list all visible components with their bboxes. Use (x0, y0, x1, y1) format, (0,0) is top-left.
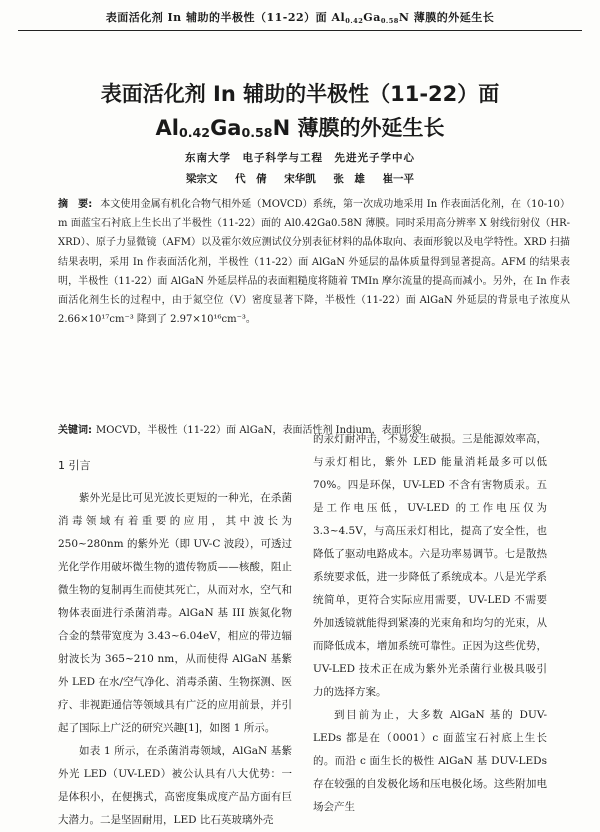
author: 代 倩 (235, 173, 267, 185)
author-list (0, 171, 600, 186)
affiliation: 东南大学 电子科学与工程 先进光子学中心 (185, 152, 415, 164)
abstract (58, 195, 570, 329)
author: 崔一平 (382, 173, 415, 185)
left-column (58, 434, 292, 832)
paper-title-line2: $Al_{0.42}Ga_{0.58}N$ 薄膜的外延生长 (155, 116, 445, 140)
author: 宋华凯 (284, 173, 316, 185)
keywords-label: 关键词: (58, 425, 92, 436)
running-header: 表面活化剂 In 辅助的半极性（11-22）面 $Al_{0.42}Ga_{0.58}N$ 薄膜的外延生长 (18, 6, 582, 31)
body-paragraph: 紫外光是比可见光波长更短的一种光，在杀菌消毒领域有着重要的应用，其中波长为 250~280nm 的紫外光（即 UV-C 波段），可透过光化学作用破坏微生物的遗传物质——核酸，阻止微生物的复制再生而使其死亡，从而对水，空气和物体表面进行杀菌消毒。AlGaN 基 III 族氮化物合金的禁带宽度为 3.43~6.04eV，相应的带边辐射波长为 365~210 nm，从而使得 AlGaN 基紫外 LED 在水/空气净化、消毒杀菌、生物探测、医疗、非视距通信等领域具有广泛的应用前景，并引起了国际上广泛的研究兴趣[1]，如图 1 所示。 (58, 492, 292, 734)
body-paragraph: 到目前为止，大多数 AlGaN 基的 DUV-LEDs 都是在（0001）c 面蓝宝石衬底上生长的。而沿 c 面生长的极性 AlGaN 基 DUV-LEDs 存在较强的自发极化场和压电极化场。这些附加电场会产生 (313, 709, 547, 813)
right-column (313, 428, 547, 819)
body-paragraph: 的汞灯耐冲击，不易发生破损。三是能源效率高，与汞灯相比，紫外 LED 能量消耗最多可以低 70%。四是环保，UV-LED 不含有害物质汞。五是工作电压低，UV-LED 的工作电压仅为 3.3~4.5V，与高压汞灯相比，提高了安全性，也降低了驱动电路成本。六是功率易调节。七是散热系统要求低，进一步降低了系统成本。八是光学系统简单，更符合实际应用需要，UV-LED 不需要外加透镜就能得到紧凑的光束角和均匀的光束，从而降低成本，增加系统可靠性。正因为这些优势，UV-LED 技术正在成为紫外光杀菌行业极具吸引力的选择方案。 (313, 433, 547, 698)
author: 张 雄 (333, 173, 365, 185)
body-paragraph: 如表 1 所示，在杀菌消毒领域，AlGaN 基紫外光 LED（UV-LED）被公认具有八大优势：一是体积小，在便携式，高密度集成度产品方面有巨大潜力。二是坚固耐用，LED 比石英玻璃外壳 (58, 745, 292, 826)
abstract-label: 摘 要: (58, 199, 93, 210)
section-heading: 1 引言 (58, 459, 91, 472)
paper-title-line1: 表面活化剂 In 辅助的半极性（11-22）面 (100, 82, 500, 106)
abstract-text: 本文使用金属有机化合物气相外延（MOVCD）系统，第一次成功地采用 In 作表面活化剂，在（10-10）m 面蓝宝石衬底上生长出了半极性（11-22）面的 Al0.42Ga0.58N 薄膜。同时采用高分辨率 X 射线衍射仪（HR-XRD）、原子力显微镜（AFM）以及霍尔效应测试仪分别表征材料的晶体取向、表面形貌以及电学特性。XRD 扫描结果表明，采用 In 作表面活化剂，半极性（11-22）面 AlGaN 外延层的晶体质量得到显著提高。AFM 的结果表明，半极性（11-22）面 AlGaN 外延层样品的表面粗糙度将随着 TMIn 摩尔流量的提高而减小。另外，在 In 作表面活化剂生长的过程中，由于氮空位（V）密度显著下降，半极性（11-22）面 AlGaN 外延层的背景电子浓度从 2.66×10¹⁷cm⁻³ 降到了 2.97×10¹⁶cm⁻³。 (58, 199, 570, 326)
keywords-text: MOCVD，半极性（11-22）面 AlGaN，表面活性剂 Indium，表面形貌 (96, 425, 422, 436)
author: 梁宗文 (185, 173, 218, 185)
